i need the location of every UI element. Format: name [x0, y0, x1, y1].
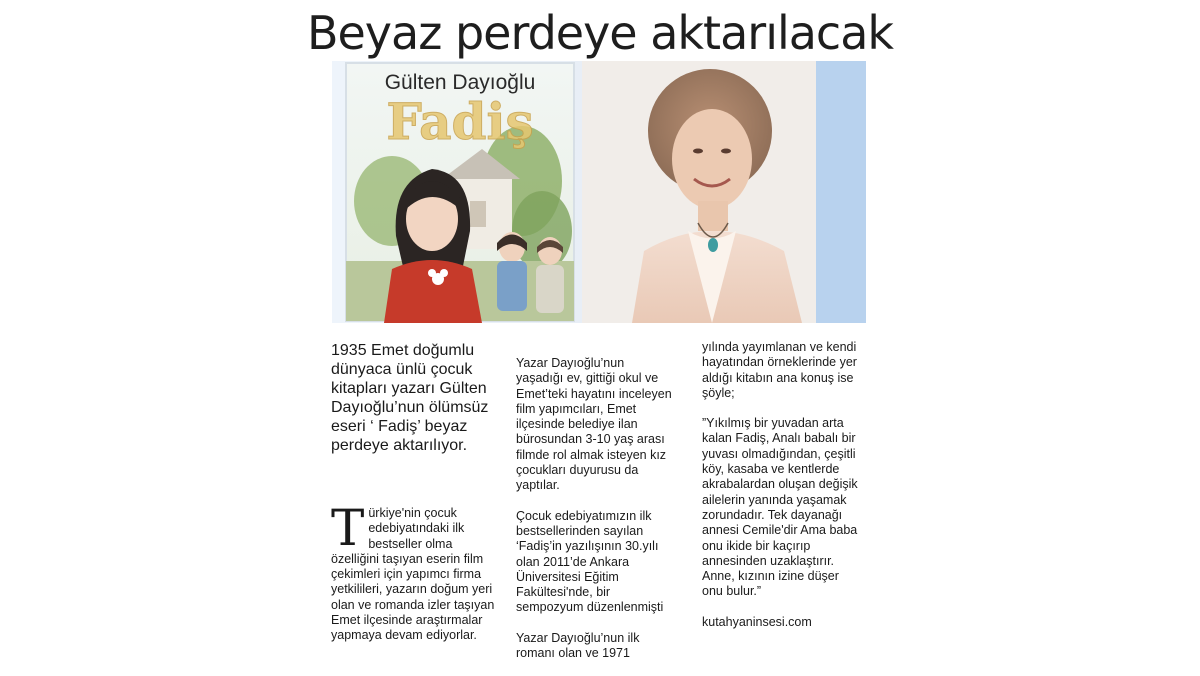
- article-column-1: [331, 499, 497, 644]
- column-2-paragraph-2: Çocuk edebiyatımızın ilk bestsellerinden sayılan ‘Fadiş’in yazılışının 30.yılı olan 2011’de Ankara Üniversitesi Eğitim Fakültesi'nde, bir sempozyum düzenlenmişti: [516, 508, 664, 615]
- book-cover-illustration: [346, 63, 574, 323]
- column-1-text: ürkiye'nin çocuk edebiyatındaki ilk bestseller olma özelliğini taşıyan eserin film çekimleri için yapımcı firma yetkilileri, yazarın doğum yeri olan ve romanda izler taşıyan Emet ilçesinde araştırmalar yapmaya devam ediyorlar.: [331, 506, 495, 643]
- article-photo: [332, 61, 866, 323]
- column-2-paragraph-1: Yazar Dayıoğlu’nun yaşadığı ev, gittiği okul ve Emet’teki hayatını inceleyen film yapımcıları, Emet ilçesinde belediye ilan bürosundan 3-10 yaş arası filmde rol almak isteyen kız çocukları duyurusu da yaptılar.: [516, 356, 672, 493]
- article-column-3: [702, 340, 862, 645]
- drop-cap: T: [331, 499, 365, 557]
- article-column-2: [516, 356, 672, 676]
- book-title: Fadiş: [386, 92, 534, 151]
- book-author: Gülten Dayıoğlu: [384, 71, 536, 94]
- column-2-paragraph-3: Yazar Dayıoğlu’nun ilk romanı olan ve 1971: [516, 630, 640, 661]
- column-3-paragraph-1: yılında yayımlanan ve kendi hayatından örneklerinde yer aldığı kitabın ana konuş ise şöyle;: [702, 340, 857, 400]
- author-portrait: [582, 61, 866, 323]
- headline: Beyaz perdeye aktarılacak: [306, 6, 894, 60]
- source-credit: kutahyaninsesi.com: [702, 614, 812, 629]
- column-3-paragraph-2: ”Yıkılmış bir yuvadan arta kalan Fadiş, Analı babalı bir yuvası olmadığından, çeşitli köy, kasaba ve kentlerde akrabalardan oluşan değişik ailelerin yanında yaşamak zorundadır. Tek dayanağı annesi Cemile'dir Ama baba onu ikide bir kaçırıp annesinden uzaklaştırır. Anne, kızının izine düşer onu bulur.”: [702, 416, 858, 599]
- lead-paragraph: 1935 Emet doğumlu dünyaca ünlü çocuk kitapları yazarı Gülten Dayıoğlu’nun ölümsüz eseri ‘ Fadiş’ beyaz perdeye aktarılıyor.: [331, 342, 489, 454]
